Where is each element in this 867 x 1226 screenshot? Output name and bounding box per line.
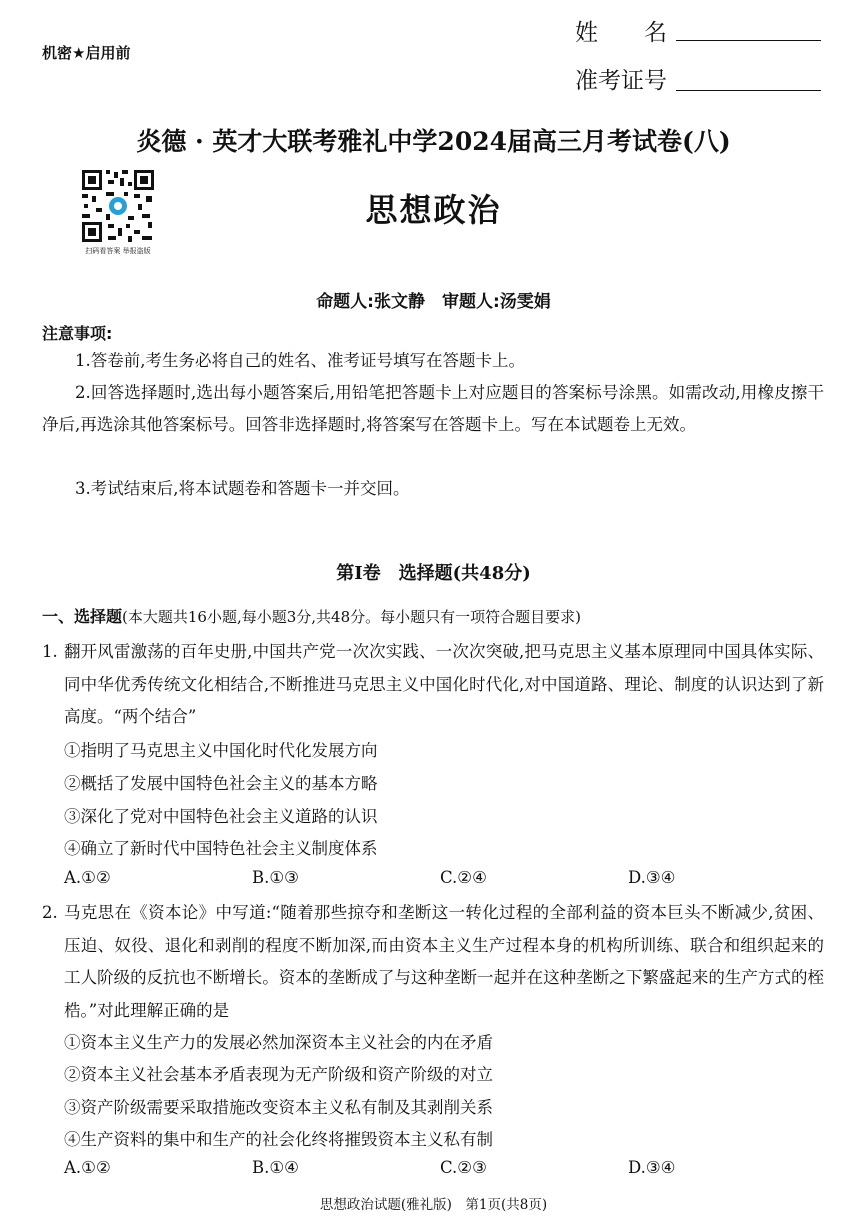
section-title: 第Ⅰ卷 选择题(共48分) [336, 563, 531, 584]
note-item-3: 3.考试结束后,将本试题卷和答题卡一并交回。 [75, 479, 410, 498]
part-description: (本大题共16小题,每小题3分,共48分。每小题只有一项符合题目要求) [122, 608, 581, 626]
statement-option: ①资本主义生产力的发展必然加深资本主义社会的内在矛盾 [64, 1033, 493, 1052]
name-label: 姓 名 [575, 20, 667, 46]
answer-choice: C.②③ [440, 1158, 487, 1177]
question-stem: 翻开风雷激荡的百年史册,中国共产党一次次实践、一次次突破,把马克思主义基本原理同中国具体实际、同中华优秀传统文化相结合,不断推进马克思主义中国化时代化,对中国道路、理论、制度的认识达到了新高度。“两个结合” [64, 642, 824, 726]
question-1 [42, 636, 824, 734]
exam-id-field[interactable] [676, 90, 821, 91]
notes-title: 注意事项: [42, 324, 113, 343]
statement-option: ③深化了党对中国特色社会主义道路的认识 [64, 807, 378, 826]
question-2 [42, 897, 824, 1027]
subject-title: 思想政治 [365, 191, 502, 229]
answer-choice: B.①④ [252, 1158, 299, 1177]
part-label: 一、选择题 [42, 607, 123, 626]
question-stem: 马克思在《资本论》中写道:“随着那些掠夺和垄断这一转化过程的全部利益的资本巨头不断减少,贫困、压迫、奴役、退化和剥削的程度不断加深,而由资本主义生产过程本身的机构所训练、联合和组织起来的工人阶级的反抗也不断增长。资本的垄断成了与这种垄断一起并在这种垄断之下繁盛起来的生产方式的桎梏。”对此理解正确的是 [64, 903, 824, 1020]
exam-title: 炎德 · 英才大联考雅礼中学2024届高三月考试卷(八) [136, 127, 731, 156]
answer-choice: D.③④ [628, 1158, 676, 1177]
page-footer: 思想政治试题(雅礼版) 第1页(共8页) [319, 1197, 548, 1213]
question-number: 2. [42, 903, 58, 922]
qr-caption: 扫码看答案 举报盗版 [85, 247, 151, 255]
statement-option: ①指明了马克思主义中国化时代化发展方向 [64, 741, 378, 760]
statement-option: ②概括了发展中国特色社会主义的基本方略 [64, 774, 378, 793]
statement-option: ③资产阶级需要采取措施改变资本主义私有制及其剥削关系 [64, 1098, 493, 1117]
note-item-1: 1.答卷前,考生务必将自己的姓名、准考证号填写在答题卡上。 [75, 351, 525, 370]
part-heading [42, 604, 581, 627]
exam-id-label: 准考证号 [575, 68, 667, 94]
confidential-label: 机密★启用前 [42, 44, 131, 62]
answer-choice: A.①② [64, 868, 111, 887]
note-item-2: 2.回答选择题时,选出每小题答案后,用铅笔把答题卡上对应题目的答案标号涂黑。如需改动,用橡皮擦干净后,再选涂其他答案标号。回答非选择题时,将答案写在答题卡上。写在本试题卷上无效。 [42, 383, 824, 434]
name-field[interactable] [676, 40, 821, 41]
answer-choice: C.②④ [440, 868, 487, 887]
answer-choice: D.③④ [628, 868, 676, 887]
statement-option: ②资本主义社会基本矛盾表现为无产阶级和资产阶级的对立 [64, 1065, 493, 1084]
answer-choice: B.①③ [252, 868, 299, 887]
authors-line: 命题人:张文静 审题人:汤雯娟 [316, 292, 551, 312]
question-number: 1. [42, 642, 58, 661]
statement-option: ④确立了新时代中国特色社会主义制度体系 [64, 839, 378, 858]
statement-option: ④生产资料的集中和生产的社会化终将摧毁资本主义私有制 [64, 1130, 493, 1149]
answer-choice: A.①② [64, 1158, 111, 1177]
